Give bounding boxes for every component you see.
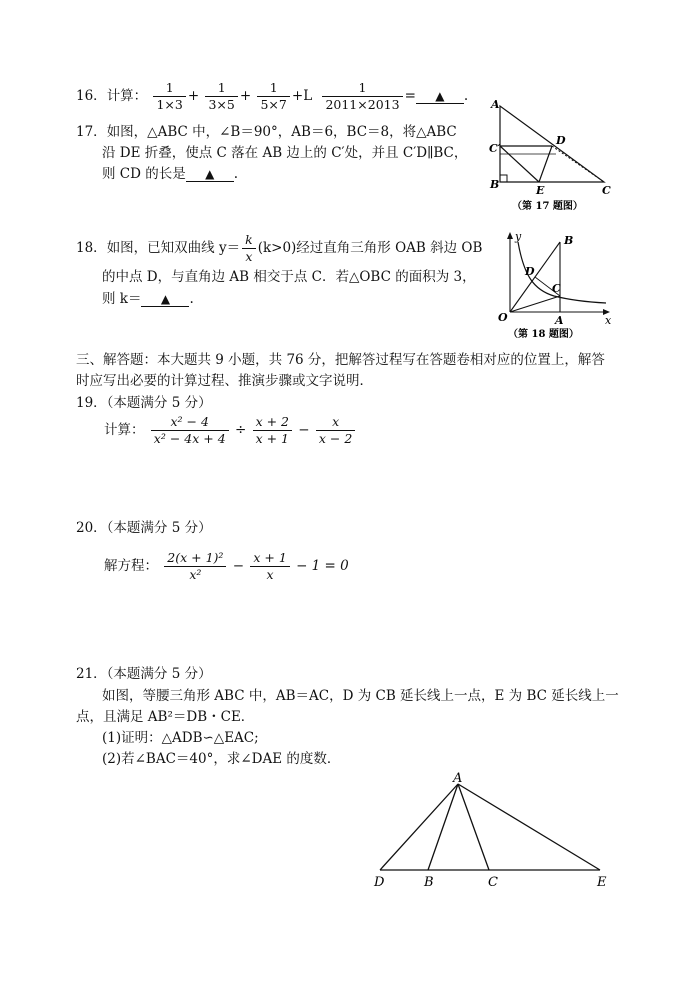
q19-header: 19．（本题满分 5 分） [76,395,212,411]
label-a: A [491,98,500,111]
q21-line1: 如图，等腰三角形 ABC 中，AB＝AC，D 为 CB 延长线上一点，E 为 BC 延长线上一 [102,688,619,704]
label-b: B [424,875,434,890]
label-c-prime: C′ [489,142,501,155]
q16-term-last: $\frac{1}{2011\times 2013}$ [322,80,402,113]
segment-ac [458,784,489,870]
q16-answer-blank: ▲ [416,90,464,104]
label-e: E [536,184,545,197]
section3-line1: 三、解答题：本大题共 9 小题，共 76 分，把解答过程写在答题卷相对应的位置上，解答 [76,352,605,368]
segment-ad [380,784,458,870]
label-a: A [555,314,564,327]
label-a: A [453,771,463,786]
q16-term-3: $\frac{1}{5\times 7}$ [257,80,289,113]
q21-line2: 点，且满足 AB²＝DB・CE． [76,709,255,725]
label-c: C [602,184,611,197]
q17-line2: 沿 DE 折叠，使点 C 落在 AB 边上的 C′处，并且 C′D∥BC， [102,145,468,161]
q20-equation: 解方程： $\frac{\text{2(x + 1)²}}{\text{x²}}$ − $\frac{x + 1}{x}$ − 1 = 0 [104,550,349,582]
q18-line2: 的中点 D，与直角边 AB 相交于点 C．若△OBC 的面积为 3， [102,269,476,285]
right-angle-mark [500,175,507,182]
q20-header: 20．（本题满分 5 分） [76,520,212,536]
segment-dc-dotted [552,146,604,182]
q16-term-2: $\frac{1}{3\times 5}$ [205,80,237,113]
segment-c1e [500,146,539,182]
q18-line3: 则 k＝ ▲ . [102,291,194,307]
section3-line2: 时应写出必要的计算过程、推演步骤或文字说明． [76,373,373,389]
label-x: x [605,314,612,327]
label-b: B [490,178,500,191]
y-axis-arrow [507,232,513,239]
q18-k-over-x: $\frac{k}{x}$ [242,232,256,265]
label-d: D [556,134,566,147]
q21-part1: (1)证明：△ADB∽△EAC; [102,730,259,746]
segment-ae [458,784,600,870]
fold-line-de [539,146,552,182]
q18-line1: 18．如图，已知双曲线 y＝ $\frac{k}{x}$ (k>0)经过直角三角形 OAB 斜边 OB [76,232,483,264]
q21-part2: (2)若∠BAC＝40°，求∠DAE 的度数． [102,751,341,767]
label-e: E [597,875,607,890]
label-b: B [564,234,574,247]
q21-header: 21．（本题满分 5 分） [76,666,212,682]
q16-ellipsis: L [303,88,313,104]
q17-figure [486,96,616,218]
q17-line3: 则 CD 的长是 ▲ . [102,166,239,182]
figure-18-caption: （第 18 题图） [508,329,579,340]
segment-oc [510,296,560,312]
q16-term-1: $\frac{1}{1\times 3}$ [153,80,185,113]
label-c: C [488,875,498,890]
q16-prompt: 计算： [106,88,148,104]
q18-figure [494,228,618,344]
figure-17-caption: （第 17 题图） [512,201,583,212]
label-o: O [498,311,508,324]
q19-expression: 计算： $\frac{\text{x² − 4}}{\text{x² − 4x + 4}}$ ÷ $\frac{x + 2}{x + 1}$ − $\frac{x}{x - 2}$ [104,414,357,447]
q17-line1: 17．如图，△ABC 中，∠B＝90°，AB＝6，BC＝8，将△ABC [76,124,457,140]
label-y: y [515,230,522,243]
label-d: D [374,875,385,890]
label-d: D [525,265,535,278]
q16: 16．计算： $\frac{1}{1\times 3}$ + $\frac{1}{3\times 5}$ + $\frac{1}{5\times 7}$ +L $\frac{1}{2011\times 2013}$ = ▲ . [76,80,469,112]
q21-figure [368,768,618,892]
q18-answer-blank: ▲ [141,293,189,307]
label-c: C [552,282,561,295]
triangle-abc [500,106,604,182]
q16-number: 16． [76,88,107,104]
segment-ab [428,784,458,870]
q17-answer-blank: ▲ [186,168,234,182]
